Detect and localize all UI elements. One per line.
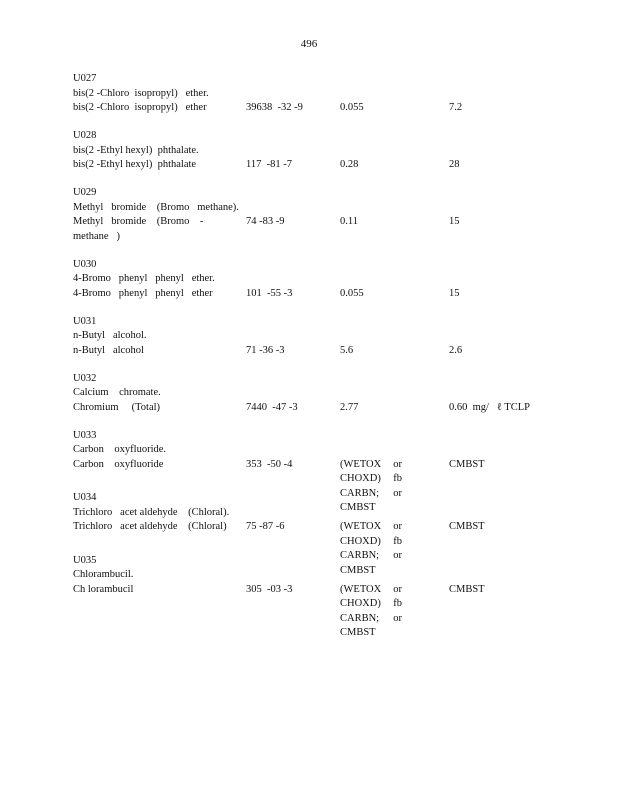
waste-code: U032 — [73, 372, 97, 384]
constituent-row — [73, 287, 593, 302]
concentration-token: 0.055 — [340, 102, 364, 113]
concentration-line — [340, 564, 402, 579]
constituent-name: Carbon oxyfluoride — [73, 458, 164, 470]
constituent-name: n-Butyl alcohol — [73, 344, 144, 356]
concentration-token: 0.055 — [340, 287, 364, 299]
constituent-name: bis(2 -Chloro isopropyl) ether — [73, 102, 207, 113]
concentration-token: CARBN; — [340, 487, 380, 499]
concentration-token: 2.77 — [340, 401, 359, 413]
concentration-line — [340, 458, 402, 473]
concentration-token: fb — [393, 535, 402, 547]
nonwastewater-standard: 15 — [449, 216, 460, 227]
waste-description: Calcium chromate. — [73, 387, 161, 398]
constituent-name: Chromium (Total) — [73, 401, 161, 413]
cas-number: 101 -55 -3 — [246, 287, 293, 299]
nonwastewater-standard: CMBST — [449, 583, 485, 595]
concentration-line — [340, 626, 402, 641]
waste-code: U027 — [73, 73, 97, 84]
concentration-line — [340, 597, 402, 612]
concentration-line — [340, 612, 402, 627]
concentration-line — [340, 583, 402, 598]
cas-number: 74 -83 -9 — [246, 216, 285, 227]
waste-description: n-Butyl alcohol. — [73, 330, 147, 341]
cas-number: 305 -03 -3 — [246, 583, 293, 595]
cas-number: 75 -87 -6 — [246, 521, 285, 532]
concentration-token: or — [393, 612, 402, 624]
cas-number: 39638 -32 -9 — [246, 102, 303, 113]
constituent-name: 4-Bromo phenyl phenyl ether — [73, 287, 213, 299]
waste-description: bis(2 -Chloro isopropyl) ether. — [73, 87, 209, 99]
concentration-line — [340, 287, 402, 302]
cas-number: 353 -50 -4 — [246, 458, 293, 470]
wastewater-concentration — [340, 158, 402, 173]
waste-description: Methyl bromide (Bromo methane). — [73, 201, 239, 213]
nonwastewater-standard: CMBST — [449, 458, 485, 470]
concentration-token: or — [393, 583, 402, 595]
concentration-token: 5.6 — [340, 344, 354, 356]
waste-code: U031 — [73, 315, 97, 327]
wastewater-concentration — [340, 520, 402, 578]
constituent-name — [73, 215, 238, 244]
concentration-token: (WETOX — [340, 521, 382, 532]
concentration-token: CHOXD) — [340, 598, 381, 609]
concentration-token: CMBST — [340, 564, 376, 576]
wastewater-concentration — [340, 344, 402, 359]
wastewater-concentration — [340, 101, 402, 116]
waste-code: U028 — [73, 130, 97, 141]
concentration-line — [340, 520, 402, 535]
waste-code: U035 — [73, 554, 97, 566]
nonwastewater-standard: CMBST — [449, 521, 485, 532]
waste-description: Chlorambucil. — [73, 569, 134, 580]
constituent-row — [73, 401, 593, 416]
wastewater-concentration — [340, 287, 402, 302]
constituent-name-line: Methyl bromide (Bromo - — [73, 216, 204, 227]
waste-code-list — [73, 72, 593, 638]
entry-u029 — [73, 186, 593, 244]
constituent-row — [73, 158, 593, 173]
wastewater-concentration — [340, 583, 402, 641]
cas-number: 71 -36 -3 — [246, 344, 285, 356]
entry-u028 — [73, 129, 593, 173]
constituent-name: Trichloro acet aldehyde (Chloral) — [73, 521, 227, 532]
constituent-name: Ch lorambucil — [73, 583, 134, 595]
concentration-line — [340, 501, 402, 516]
concentration-token: fb — [393, 473, 402, 484]
concentration-token: CHOXD) — [340, 473, 381, 484]
concentration-line — [340, 215, 402, 230]
nonwastewater-standard: 15 — [449, 287, 460, 299]
concentration-token: CARBN; — [340, 612, 380, 624]
concentration-token: 0.11 — [340, 216, 358, 227]
waste-description: Carbon oxyfluoride. — [73, 444, 167, 455]
concentration-token: CMBST — [340, 502, 376, 513]
nonwastewater-standard: 28 — [449, 159, 460, 170]
concentration-line — [340, 535, 402, 550]
concentration-token: or — [393, 487, 402, 499]
waste-code: U034 — [73, 492, 97, 503]
concentration-token: or — [393, 521, 402, 532]
concentration-line — [340, 472, 402, 487]
waste-description: Trichloro acet aldehyde (Chloral). — [73, 506, 230, 518]
concentration-line — [340, 101, 402, 116]
waste-code: U029 — [73, 187, 97, 198]
constituent-name-line: methane ) — [73, 230, 120, 242]
concentration-token: (WETOX — [340, 583, 382, 595]
concentration-token: CARBN; — [340, 550, 380, 561]
constituent-name: bis(2 -Ethyl hexyl) phthalate — [73, 159, 197, 170]
concentration-line — [340, 487, 402, 502]
nonwastewater-standard: 7.2 — [449, 102, 463, 113]
entry-u032 — [73, 372, 593, 416]
entry-u027 — [73, 72, 593, 116]
wastewater-concentration — [340, 215, 402, 230]
cas-number: 117 -81 -7 — [246, 159, 292, 170]
concentration-line — [340, 549, 402, 564]
concentration-token: or — [393, 550, 402, 561]
page-number: 496 — [300, 38, 318, 50]
waste-code: U030 — [73, 258, 97, 270]
concentration-line — [340, 344, 402, 359]
concentration-token: or — [393, 458, 402, 470]
cas-number: 7440 -47 -3 — [246, 401, 298, 413]
nonwastewater-standard: 0.60 mg/ ℓ TCLP — [449, 401, 530, 413]
nonwastewater-standard: 2.6 — [449, 344, 463, 356]
concentration-line — [340, 158, 402, 173]
concentration-token: 0.28 — [340, 159, 359, 170]
waste-description: bis(2 -Ethyl hexyl) phthalate. — [73, 144, 199, 156]
wastewater-concentration — [340, 401, 402, 416]
concentration-token: CMBST — [340, 627, 376, 638]
concentration-token: CHOXD) — [340, 535, 381, 547]
concentration-token: fb — [393, 598, 402, 609]
entry-u031 — [73, 315, 593, 359]
entry-u035 — [73, 554, 593, 638]
constituent-row — [73, 344, 593, 359]
wastewater-concentration — [340, 458, 402, 516]
constituent-row — [73, 583, 593, 638]
constituent-row — [73, 215, 593, 244]
concentration-line — [340, 401, 402, 416]
constituent-row — [73, 101, 593, 116]
waste-code: U033 — [73, 429, 97, 441]
waste-description: 4-Bromo phenyl phenyl ether. — [73, 273, 215, 284]
concentration-token: (WETOX — [340, 458, 382, 470]
entry-u030 — [73, 258, 593, 302]
